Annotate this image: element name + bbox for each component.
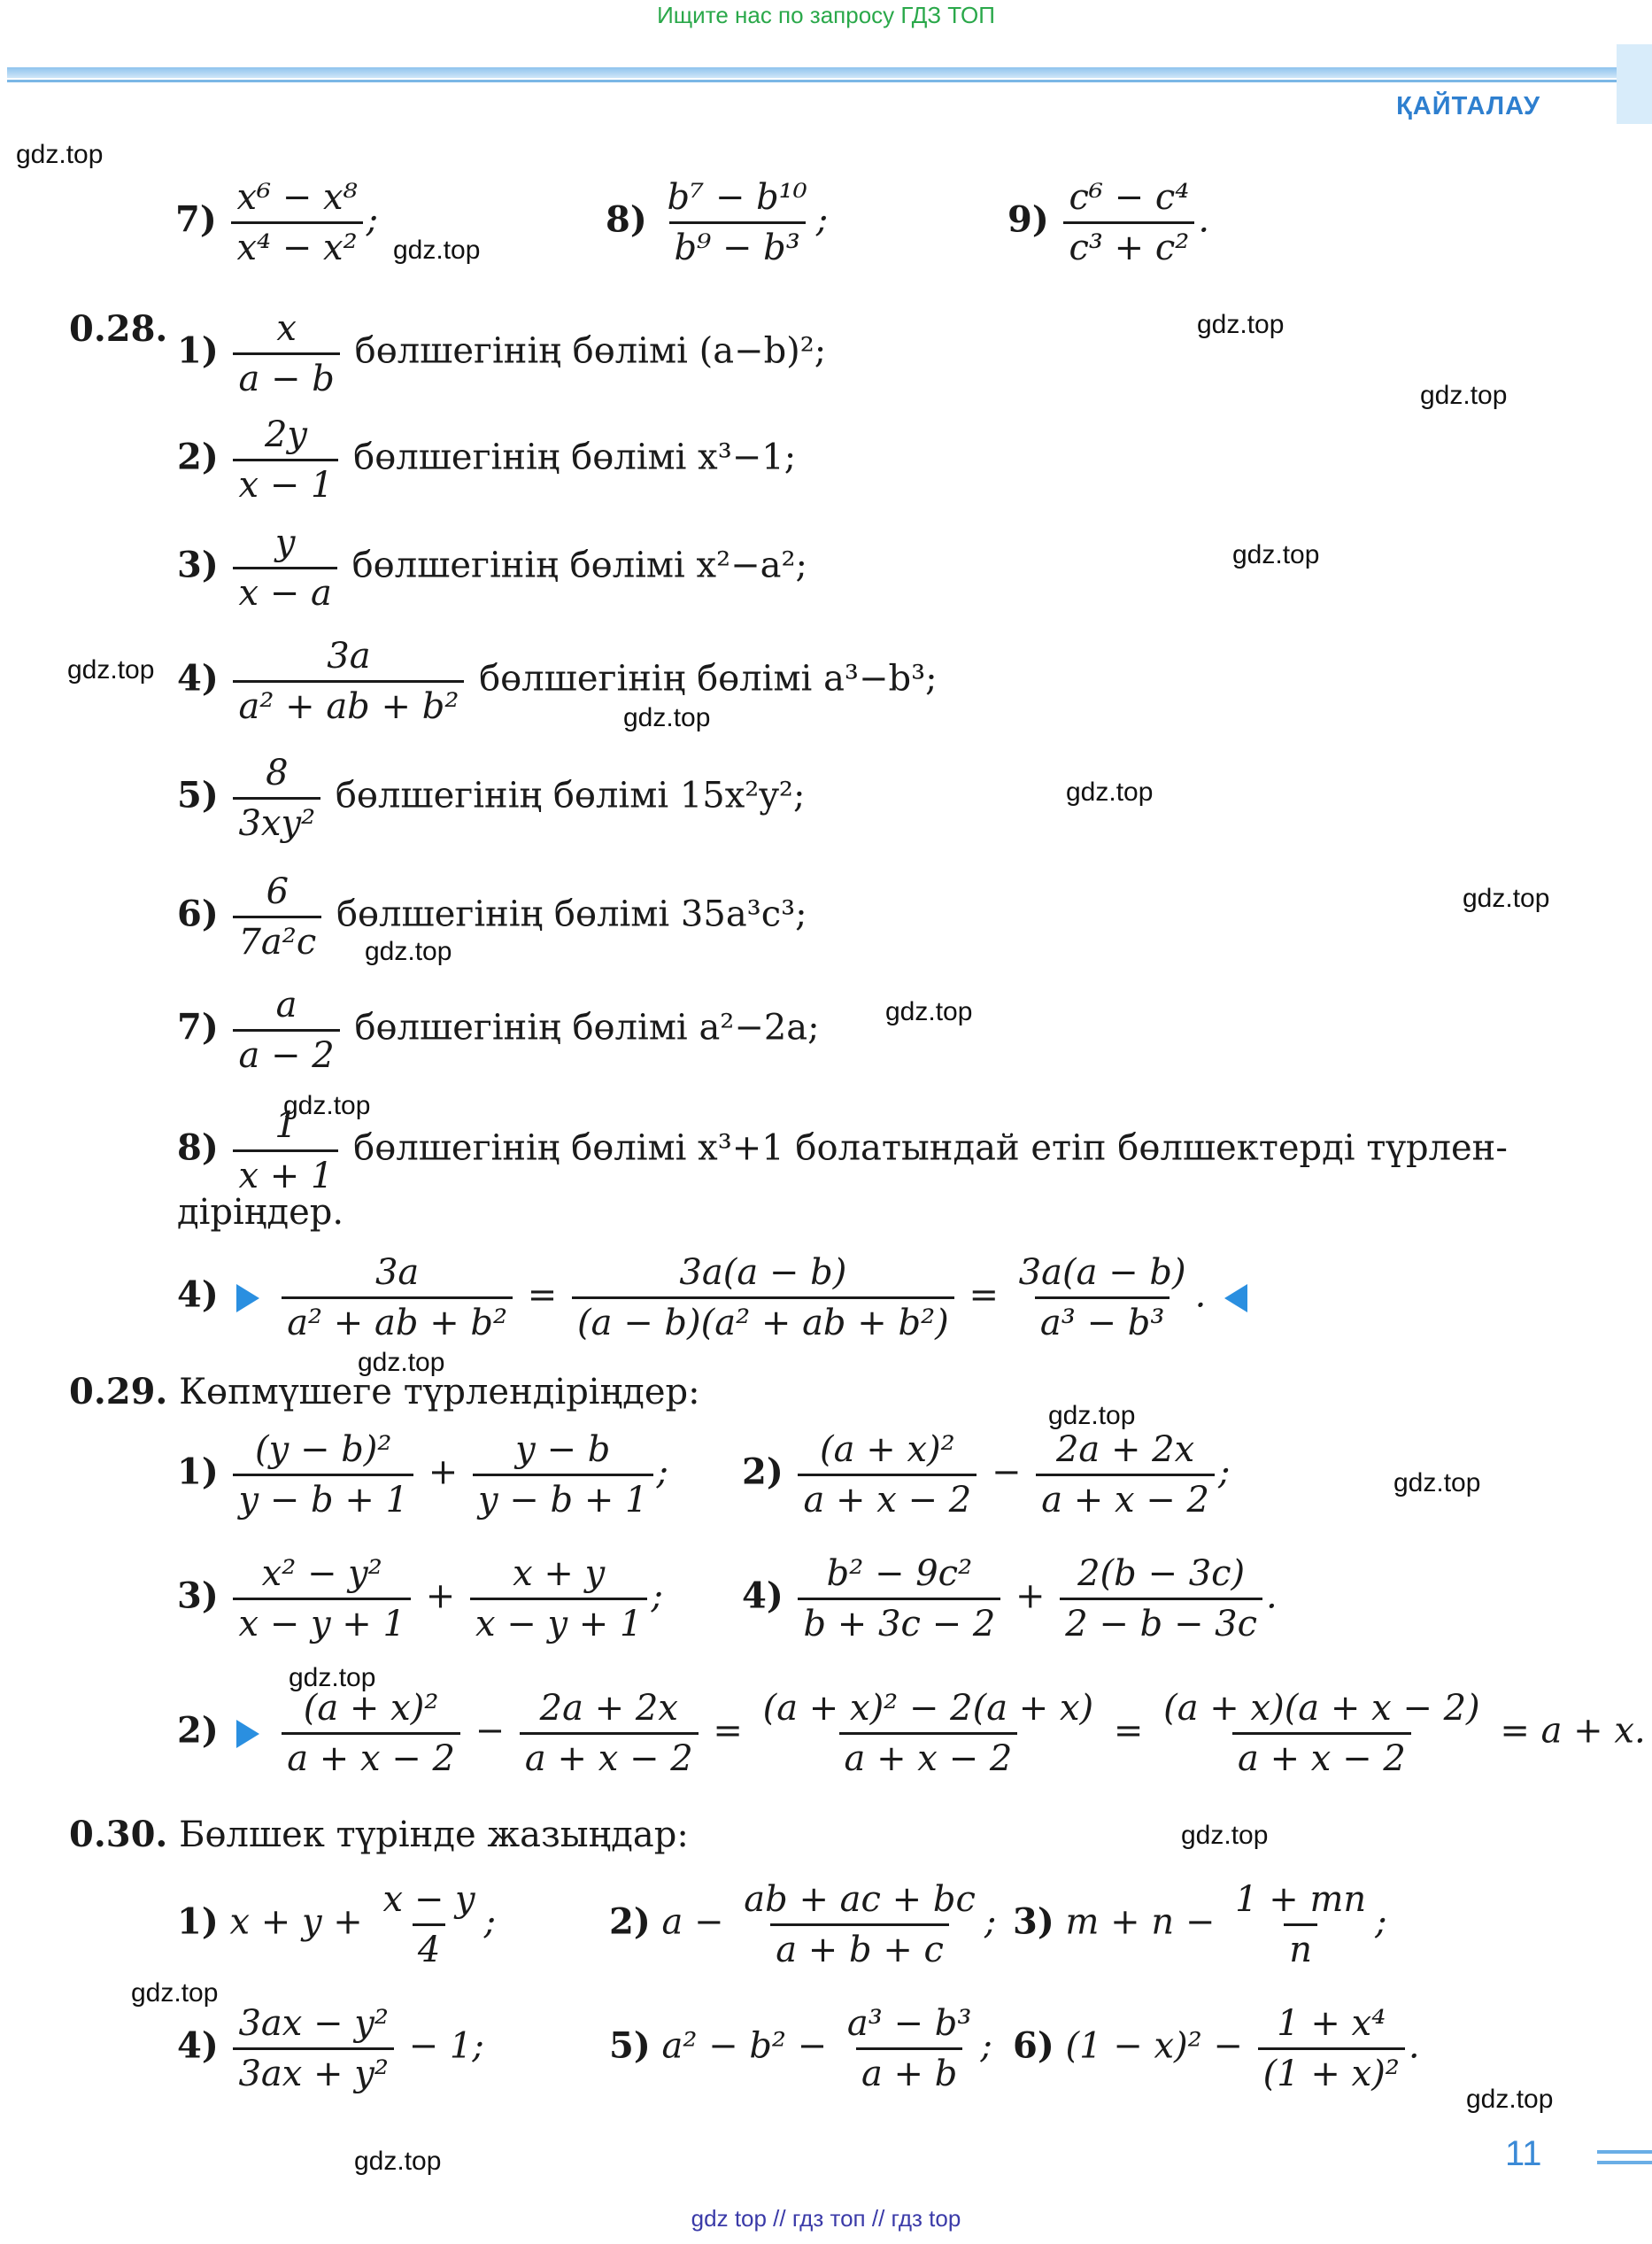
problem-number-0-28: 0.28. (69, 308, 168, 350)
watermark: gdz.top (1232, 540, 1320, 569)
item-30-3: 3) m + n − $\frac{1 + mn}{n}$ ; (1013, 1879, 1387, 1970)
watermark: gdz.top (1420, 381, 1508, 410)
bottom-banner: gdz top // гдз топ // гдз top (691, 2205, 961, 2232)
page-number: 11 (1505, 2134, 1542, 2173)
top-banner: Ищите нас по запросу ГДЗ ТОП (657, 2, 995, 28)
item-27-8: 8) $\frac{\text{b⁷ − b¹⁰}}{\text{b⁹ − b³}}$ ; (606, 177, 829, 268)
section-title: ҚАЙТАЛАУ (1396, 92, 1540, 120)
item-29-3: 3) $\frac{\text{x² − y²}}{x - y + 1}$ + $\frac{x + y}{x - y + 1}$ ; (177, 1553, 663, 1644)
watermark: gdz.top (1393, 1468, 1481, 1497)
item-30-5: 5) a² − b² − $\frac{\text{a³ − b³}}{a + b}$ ; (609, 2003, 992, 2094)
example-29-2: 2) $\frac{\text{(a + x)²}}{a + x - 2}$ − $\frac{2a + 2x}{a + x - 2}$ = $\frac{\text{(a + x)² − 2(a + x)}}{a + x - 2}$ = $\frac{(a + x)(a + x - 2)}{a + x - 2}$ = a + x. (177, 1688, 1646, 1779)
watermark: gdz.top (1197, 310, 1285, 339)
watermark: gdz.top (16, 140, 104, 169)
watermark: gdz.top (1066, 778, 1154, 807)
example-28-4: 4) $\frac{3a}{\text{a² + ab + b²}}$ = $\frac{3a(a - b)}{\text{(a − b)(a² + ab + b²)}}$ = $\frac{3a(a - b)}{\text{a³ − b³}}$ . (177, 1252, 1254, 1343)
item-27-7: 7) $\frac{\text{x⁶ − x⁸}}{\text{x⁴ − x²}}$ ; (175, 177, 379, 268)
problem-0-29-heading: 0.29. Көпмүшеге түрлендіріңдер: (69, 1371, 700, 1412)
watermark: gdz.top (1466, 2085, 1554, 2114)
problem-0-30-heading: 0.30. Бөлшек түрінде жазыңдар: (69, 1814, 689, 1855)
side-tab (1617, 44, 1652, 124)
item-28-6: 6) $\frac{6}{\text{7a²c}}$ бөлшегінің бөлімі 35a³c³; (177, 871, 807, 963)
item-28-8: 8) $\frac{1}{x + 1}$ бөлшегінің бөлімі x³+1 болатындай етіп бөлшектерді түрлен- (177, 1105, 1508, 1196)
item-29-1: 1) $\frac{\text{(y − b)²}}{y - b + 1}$ + $\frac{y - b}{y - b + 1}$ ; (177, 1429, 669, 1521)
watermark: gdz.top (1181, 1821, 1269, 1850)
watermark: gdz.top (354, 2147, 442, 2176)
page-number-decoration (1597, 2150, 1652, 2171)
watermark: gdz.top (283, 1091, 371, 1120)
item-28-5: 5) $\frac{8}{\text{3xy²}}$ бөлшегінің бөлімі 15x²y²; (177, 753, 806, 844)
item-28-8-continuation: діріңдер. (177, 1192, 344, 1233)
watermark: gdz.top (393, 236, 481, 265)
watermark: gdz.top (67, 655, 155, 685)
item-29-2: 2) $\frac{\text{(a + x)²}}{a + x - 2}$ − $\frac{2a + 2x}{a + x - 2}$ ; (742, 1429, 1231, 1521)
item-29-4: 4) $\frac{\text{b² − 9c²}}{b + 3c - 2}$ + $\frac{2(b - 3c)}{2 - b - 3c}$ . (742, 1553, 1278, 1644)
item-30-6: 6) (1 − x)² − $\frac{\text{1 + x⁴}}{\text{(1 + x)²}}$ . (1013, 2003, 1420, 2094)
watermark: gdz.top (623, 703, 711, 732)
header-rule-thin (7, 80, 1645, 82)
header-rule (7, 67, 1645, 78)
item-30-4: 4) $\frac{\text{3ax − y²}}{\text{3ax + y²}}$ − 1; (177, 2003, 484, 2094)
item-30-2: 2) a − $\frac{ab + ac + bc}{a + b + c}$ ; (609, 1879, 997, 1970)
watermark: gdz.top (885, 997, 973, 1026)
watermark: gdz.top (131, 1978, 219, 2008)
item-28-3: 3) $\frac{y}{x - a}$ бөлшегінің бөлімі x²−a²; (177, 522, 808, 614)
item-30-1: 1) x + y + $\frac{x - y}{4}$ ; (177, 1879, 497, 1970)
item-28-4: 4) $\frac{3a}{\text{a² + ab + b²}}$ бөлшегінің бөлімі a³−b³; (177, 636, 938, 727)
item-28-1: 1) $\frac{x}{a - b}$ бөлшегінің бөлімі (a−b)²; (177, 308, 827, 399)
watermark: gdz.top (365, 937, 452, 966)
solution-start-icon (236, 1284, 259, 1312)
watermark: gdz.top (289, 1663, 376, 1692)
watermark: gdz.top (1048, 1401, 1136, 1430)
item-28-2: 2) $\frac{2y}{x - 1}$ бөлшегінің бөлімі x³−1; (177, 414, 797, 506)
watermark: gdz.top (1463, 884, 1550, 913)
watermark: gdz.top (358, 1348, 445, 1377)
item-27-9: 9) $\frac{\text{c⁶ − c⁴}}{\text{c³ + c²}}$ . (1007, 177, 1210, 268)
solution-end-icon (1224, 1284, 1247, 1312)
item-28-7: 7) $\frac{a}{a - 2}$ бөлшегінің бөлімі a²−2a; (177, 985, 820, 1076)
solution-start-icon (236, 1720, 259, 1748)
